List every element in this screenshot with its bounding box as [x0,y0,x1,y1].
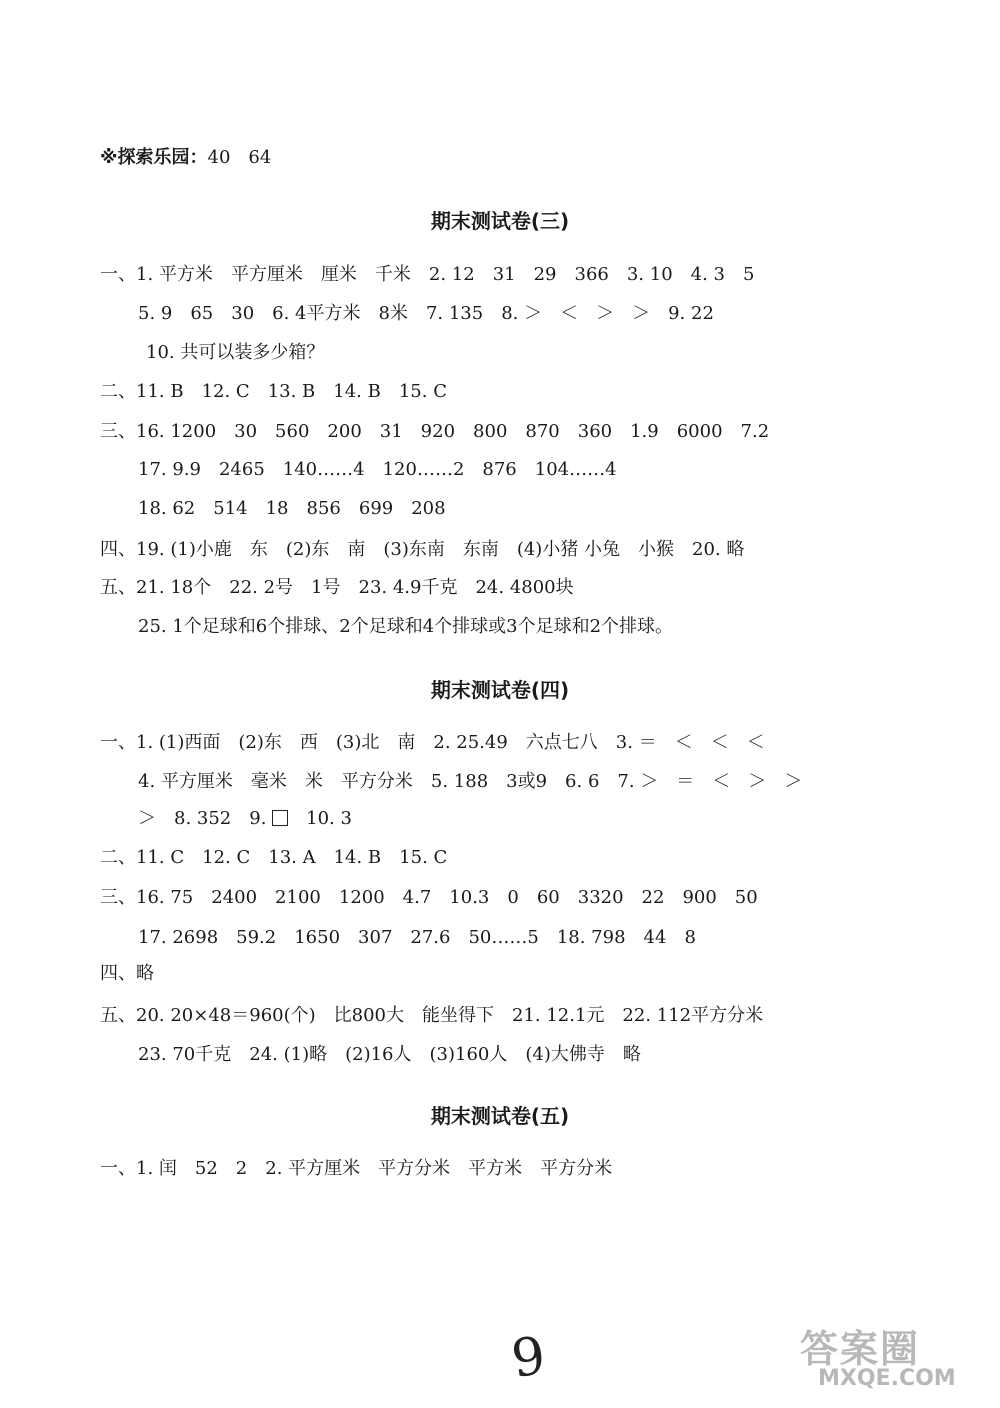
answer-line: 二、11. B 12. C 13. B 14. B 15. C [100,381,447,402]
answer-line: 一、1. 平方米 平方厘米 厘米 千米 2. 12 31 29 366 3. 10 4. 3 5 [100,264,755,285]
answer-line: 23. 70千克 24. (1)略 (2)16人 (3)160人 (4)大佛寺 略 [138,1044,641,1065]
answer-line: 五、21. 18个 22. 2号 1号 23. 4.9千克 24. 4800块 [100,577,574,598]
watermark-en: MXQE.COM [818,1366,956,1391]
answer-line: 18. 62 514 18 856 699 208 [138,498,446,519]
answer-line: 一、1. 闰 52 2 2. 平方厘米 平方分米 平方米 平方分米 [100,1158,613,1179]
answer-line: 四、略 [100,963,154,984]
explore-label: ※探索乐园： [100,147,208,168]
watermark-cn: 答案圈 [800,1327,921,1371]
answer-line: 四、19. (1)小鹿 东 (2)东 南 (3)东南 东南 (4)小猪 小兔 小猴 20. 略 [100,539,745,560]
explore-values: 40 64 [207,147,272,168]
answer-line: 五、20. 20×48＝960(个) 比800大 能坐得下 21. 12.1元 22. 112平方分米 [100,1005,764,1026]
answer-line: 三、16. 1200 30 560 200 31 920 800 870 360 1.9 6000 7.2 [100,421,770,442]
answer-line: 17. 9.9 2465 140……4 120……2 876 104……4 [138,459,617,480]
section-title-test5: 期末测试卷(五) [430,1104,570,1128]
answer-line: 10. 共可以装多少箱？ [146,342,325,363]
answer-line: 17. 2698 59.2 1650 307 27.6 50……5 18. 798 44 8 [138,927,696,948]
answer-box [272,810,288,826]
answer-line-text: ＞ 8. 352 9. [138,808,273,829]
answer-line: 4. 平方厘米 毫米 米 平方分米 5. 188 3或9 6. 6 7. ＞ ＝ ＜ ＞ ＞ [138,771,803,792]
answer-line: 5. 9 65 30 6. 4平方米 8米 7. 135 8. ＞ ＜ ＞ ＞ 9. 22 [138,303,714,324]
explore-line [100,146,285,170]
answer-line-tail: 10. 3 [288,808,352,829]
page-number: 9 [507,1325,550,1391]
answer-line: 三、16. 75 2400 2100 1200 4.7 10.3 0 60 3320 22 900 50 [100,887,758,908]
answer-line: 一、1. (1)西面 (2)东 西 (3)北 南 2. 25.49 六点七八 3. ＝ ＜ ＜ ＜ [100,732,765,753]
section-title-test4: 期末测试卷(四) [430,678,570,702]
watermark-logo [800,1318,990,1400]
answer-line: 二、11. C 12. C 13. A 14. B 15. C [100,847,448,868]
answer-line: 25. 1个足球和6个排球、2个足球和4个排球或3个足球和2个排球。 [138,616,674,637]
answer-line-with-box [138,807,366,831]
section-title-test3: 期末测试卷(三) [430,209,570,233]
